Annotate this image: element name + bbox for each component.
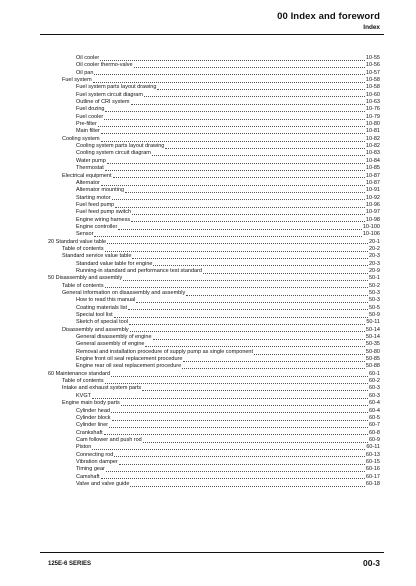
toc-entry-title: Table of contents xyxy=(62,245,104,252)
toc-entry-title: General information on disassembly and assembly xyxy=(62,290,186,296)
toc-entry-title: KVGT xyxy=(76,392,91,399)
toc-entry-title: Intake and exhaust system parts xyxy=(62,385,142,392)
dot-leader xyxy=(111,412,368,413)
toc-entry[interactable] xyxy=(48,253,380,260)
toc-entry[interactable] xyxy=(48,400,380,407)
toc-entry[interactable] xyxy=(48,70,380,77)
toc-entry[interactable] xyxy=(48,327,380,334)
toc-entry[interactable] xyxy=(48,378,380,385)
toc-entry-title: Thermostat xyxy=(76,165,104,172)
header-rule xyxy=(40,34,384,35)
dot-leader xyxy=(157,89,365,90)
dot-leader xyxy=(186,295,368,296)
toc-entry[interactable] xyxy=(48,415,380,422)
toc-entry-title: Cylinder block xyxy=(76,414,111,421)
toc-entry-page: 10-97 xyxy=(365,209,380,216)
toc-entry-page: 60-4 xyxy=(368,400,380,407)
toc-entry[interactable] xyxy=(48,231,380,238)
toc-entry-page: 10-60 xyxy=(365,91,380,98)
toc-entry[interactable] xyxy=(48,452,380,459)
toc-entry-page: 10-57 xyxy=(365,69,380,76)
toc-entry[interactable] xyxy=(48,349,380,356)
toc-entry[interactable] xyxy=(48,319,380,326)
toc-entry-title: Engine main body parts xyxy=(62,400,120,407)
toc-entry[interactable] xyxy=(48,180,380,187)
dot-leader xyxy=(183,361,365,362)
toc-entry-page: 10-83 xyxy=(365,150,380,157)
dot-leader xyxy=(115,207,365,208)
toc-entry[interactable] xyxy=(48,363,380,370)
toc-entry-page: 10-100 xyxy=(362,223,380,230)
toc-entry-page: 50-85 xyxy=(365,356,380,363)
toc-entry-title: Cylinder liner xyxy=(76,422,109,429)
toc-entry-title: Sensor xyxy=(76,231,94,238)
toc-entry-page: 60-1 xyxy=(368,370,380,377)
toc-entry-title: Fuel system circuit diagram xyxy=(76,91,143,98)
dot-leader xyxy=(119,464,365,465)
toc-entry-page: 20-2 xyxy=(368,245,380,252)
toc-entry-title: Pre-filter xyxy=(76,121,97,128)
dot-leader xyxy=(131,104,365,105)
toc-entry-page: 60-5 xyxy=(368,414,380,421)
dot-leader xyxy=(114,317,368,318)
toc-entry-page: 50-88 xyxy=(365,363,380,370)
dot-leader xyxy=(105,287,368,288)
toc-entry[interactable] xyxy=(48,481,380,488)
toc-entry-title: Special tool list xyxy=(76,312,113,319)
footer-page-number: 00-3 xyxy=(362,558,380,568)
toc-entry[interactable] xyxy=(48,99,380,106)
toc-entry[interactable] xyxy=(48,312,380,319)
toc-entry-page: 60-9 xyxy=(368,436,380,443)
toc-entry-title: Cooling system parts layout drawing xyxy=(76,143,165,150)
toc-entry[interactable] xyxy=(48,275,380,282)
toc-entry-page: 10-106 xyxy=(362,231,380,238)
toc-entry[interactable] xyxy=(48,437,380,444)
toc-entry-title: Crankshaft xyxy=(76,429,103,436)
toc-entry-title: Main filter xyxy=(76,128,100,135)
toc-entry-title: Timing gear xyxy=(76,466,105,473)
dot-leader xyxy=(182,368,365,369)
toc-entry-page: 60-16 xyxy=(365,466,380,473)
toc-entry[interactable] xyxy=(48,195,380,202)
dot-leader xyxy=(105,170,365,171)
toc-entry[interactable] xyxy=(48,422,380,429)
toc-entry-page: 10-55 xyxy=(365,55,380,61)
toc-entry-page: 10-87 xyxy=(365,179,380,186)
dot-leader xyxy=(112,420,368,421)
dot-leader xyxy=(98,126,365,127)
dot-leader xyxy=(92,449,365,450)
dot-leader xyxy=(112,199,365,200)
toc-entry[interactable] xyxy=(48,150,380,157)
toc-entry-title: Water pump xyxy=(76,157,106,164)
toc-entry-title: Standard value table for engine xyxy=(76,260,153,267)
toc-entry-page: 10-63 xyxy=(365,99,380,106)
toc-entry[interactable] xyxy=(48,459,380,466)
toc-entry[interactable] xyxy=(48,408,380,415)
header-subtitle: Index xyxy=(363,24,380,31)
toc-entry-page: 10-98 xyxy=(365,216,380,223)
dot-leader xyxy=(121,405,368,406)
toc-entry-page: 10-58 xyxy=(365,84,380,91)
toc-entry[interactable] xyxy=(48,209,380,216)
dot-leader xyxy=(94,74,364,75)
toc-entry-title: Fuel cooler xyxy=(76,113,104,120)
toc-entry[interactable] xyxy=(48,261,380,268)
toc-entry-page: 10-80 xyxy=(365,121,380,128)
dot-leader xyxy=(118,229,362,230)
dot-leader xyxy=(132,214,365,215)
toc-entry-page: 60-3 xyxy=(368,392,380,399)
dot-leader xyxy=(105,111,364,112)
toc-entry-title: Oil pan xyxy=(76,69,94,76)
toc-entry-title: Electrical equipment xyxy=(62,172,112,179)
toc-entry-page: 10-58 xyxy=(365,77,380,84)
toc-entry-page: 10-84 xyxy=(365,157,380,164)
toc-entry[interactable] xyxy=(48,430,380,437)
toc-entry[interactable] xyxy=(48,224,380,231)
table-of-contents xyxy=(48,55,380,488)
toc-entry[interactable] xyxy=(48,136,380,143)
dot-leader xyxy=(101,141,365,142)
dot-leader xyxy=(105,251,368,252)
toc-entry-title: Table of contents xyxy=(62,282,104,289)
toc-entry-page: 20-3 xyxy=(368,253,380,260)
dot-leader xyxy=(131,221,365,222)
toc-entry[interactable] xyxy=(48,246,380,253)
toc-entry-title: 20 Standard value table xyxy=(48,238,107,245)
toc-entry[interactable] xyxy=(48,114,380,121)
toc-entry[interactable] xyxy=(48,187,380,194)
toc-entry-title: Camshaft xyxy=(76,473,100,480)
toc-entry[interactable] xyxy=(48,356,380,363)
dot-leader xyxy=(130,486,365,487)
dot-leader xyxy=(105,383,368,384)
toc-entry[interactable] xyxy=(48,143,380,150)
toc-entry-title: 60 Maintenance standard xyxy=(48,370,111,377)
toc-entry[interactable] xyxy=(48,283,380,290)
toc-entry[interactable] xyxy=(48,305,380,312)
toc-entry-title: Oil cooler xyxy=(76,55,100,61)
toc-entry-page: 50-5 xyxy=(368,304,380,311)
toc-entry-page: 50-35 xyxy=(365,341,380,348)
dot-leader xyxy=(123,280,368,281)
toc-entry-page: 50-3 xyxy=(368,290,380,296)
toc-entry-page: 20-3 xyxy=(368,260,380,267)
toc-entry[interactable] xyxy=(48,474,380,481)
toc-entry[interactable] xyxy=(48,128,380,135)
footer-series: 125E-6 SERIES xyxy=(48,561,92,567)
toc-entry-title: Oil cooler thermo-valve xyxy=(76,62,133,69)
toc-entry-page: 10-91 xyxy=(365,187,380,194)
header-title: 00 Index and foreword xyxy=(277,11,380,22)
dot-leader xyxy=(125,192,365,193)
toc-entry-page: 60-13 xyxy=(365,451,380,458)
toc-entry[interactable] xyxy=(48,55,380,62)
dot-leader xyxy=(114,456,365,457)
toc-entry[interactable] xyxy=(48,84,380,91)
toc-entry-title: Fuel system xyxy=(62,77,92,84)
toc-entry-page: 10-92 xyxy=(365,194,380,201)
toc-entry-title: Engine rear oil seal replacement procedure xyxy=(76,363,182,370)
dot-leader xyxy=(165,148,365,149)
dot-leader xyxy=(142,390,368,391)
toc-entry-title: Fuel dozing xyxy=(76,106,105,113)
footer-rule xyxy=(40,552,384,553)
dot-leader xyxy=(254,354,365,355)
toc-entry-page: 10-82 xyxy=(365,135,380,142)
toc-entry-title: Fuel system parts layout drawing xyxy=(76,84,157,91)
dot-leader xyxy=(106,471,365,472)
dot-leader xyxy=(107,243,368,244)
toc-entry[interactable] xyxy=(48,341,380,348)
toc-entry[interactable] xyxy=(48,297,380,304)
dot-leader xyxy=(203,273,368,274)
dot-leader xyxy=(101,133,365,134)
toc-entry-title: Engine controller xyxy=(76,223,118,230)
toc-entry-page: 10-85 xyxy=(365,165,380,172)
toc-entry-title: Vibration damper xyxy=(76,458,118,465)
toc-entry-title: Cam follower and push rod xyxy=(76,436,142,443)
toc-entry-title: Cooling system xyxy=(62,135,100,142)
dot-leader xyxy=(92,398,368,399)
toc-entry[interactable] xyxy=(48,165,380,172)
toc-entry[interactable] xyxy=(48,173,380,180)
toc-entry-page: 60-8 xyxy=(368,429,380,436)
toc-entry-title: Outline of CRI system xyxy=(76,99,130,106)
dot-leader xyxy=(100,60,365,61)
toc-entry-page: 10-56 xyxy=(365,62,380,69)
toc-entry-title: Cooling system circuit diagram xyxy=(76,150,151,157)
toc-entry[interactable] xyxy=(48,385,380,392)
dot-leader xyxy=(143,442,368,443)
toc-entry-title: Sketch of special tool xyxy=(76,319,128,326)
toc-entry[interactable] xyxy=(48,92,380,99)
toc-entry-title: Fuel feed pump switch xyxy=(76,209,132,216)
dot-leader xyxy=(101,185,365,186)
toc-entry-title: Valve and valve guide xyxy=(76,480,130,487)
toc-entry[interactable] xyxy=(48,466,380,473)
dot-leader xyxy=(101,478,365,479)
dot-leader xyxy=(113,177,365,178)
toc-entry-page: 60-18 xyxy=(365,480,380,487)
dot-leader xyxy=(136,302,368,303)
toc-entry-title: Engine front oil seal replacement procedure xyxy=(76,356,183,363)
toc-entry-page: 60-3 xyxy=(368,385,380,392)
toc-entry[interactable] xyxy=(48,393,380,400)
dot-leader xyxy=(134,67,365,68)
toc-entry-title: 50 Disassembly and assembly xyxy=(48,275,123,282)
dot-leader xyxy=(153,265,368,266)
toc-entry-title: How to read this manual xyxy=(76,297,136,304)
toc-entry-page: 50-14 xyxy=(365,326,380,333)
toc-entry-title: Fuel feed pump xyxy=(76,201,115,208)
toc-entry-title: General assembly of engine xyxy=(76,341,145,348)
toc-entry-page: 10-76 xyxy=(365,106,380,113)
toc-entry-page: 50-14 xyxy=(365,334,380,341)
toc-entry-page: 50-9 xyxy=(368,312,380,319)
dot-leader xyxy=(128,309,368,310)
toc-entry[interactable] xyxy=(48,371,380,378)
toc-entry-page: 10-87 xyxy=(365,172,380,179)
dot-leader xyxy=(93,82,365,83)
toc-entry-page: 60-7 xyxy=(368,422,380,429)
toc-entry-page: 60-11 xyxy=(366,444,380,451)
toc-entry-page: 20-1 xyxy=(368,238,380,245)
toc-entry-title: General disassembly of engine xyxy=(76,334,152,341)
toc-entry-title: Coating materials list xyxy=(76,304,128,311)
toc-entry-title: Table of contents xyxy=(62,378,104,385)
toc-entry-page: 20-9 xyxy=(368,267,380,274)
dot-leader xyxy=(130,331,365,332)
toc-entry-title: Connecting rod xyxy=(76,451,114,458)
dot-leader xyxy=(94,236,361,237)
toc-entry-title: Alternator mounting xyxy=(76,187,124,194)
toc-entry-title: Piston xyxy=(76,444,92,451)
toc-entry-title: Cylinder head xyxy=(76,407,110,414)
toc-entry[interactable] xyxy=(48,77,380,84)
toc-entry[interactable] xyxy=(48,334,380,341)
toc-entry-page: 50-80 xyxy=(365,348,380,355)
toc-entry-page: 60-17 xyxy=(365,473,380,480)
toc-entry[interactable] xyxy=(48,158,380,165)
toc-entry-page: 60-15 xyxy=(365,458,380,465)
toc-entry-title: Standard service value table xyxy=(62,253,132,260)
toc-entry[interactable] xyxy=(48,217,380,224)
toc-entry-title: Starting motor xyxy=(76,194,111,201)
toc-entry[interactable] xyxy=(48,62,380,69)
toc-entry-title: Running-in standard and performance test standard xyxy=(76,267,202,274)
dot-leader xyxy=(145,346,364,347)
toc-entry-page: 10-81 xyxy=(365,128,380,135)
toc-entry[interactable] xyxy=(48,121,380,128)
dot-leader xyxy=(152,155,365,156)
toc-entry-page: 10-82 xyxy=(365,143,380,150)
toc-entry-page: 50-1 xyxy=(368,275,380,282)
toc-entry[interactable] xyxy=(48,106,380,113)
dot-leader xyxy=(144,96,365,97)
dot-leader xyxy=(107,163,365,164)
dot-leader xyxy=(104,434,368,435)
toc-entry-page: 50-2 xyxy=(368,282,380,289)
dot-leader xyxy=(129,324,365,325)
toc-entry-page: 10-96 xyxy=(365,201,380,208)
toc-entry[interactable] xyxy=(48,290,380,297)
toc-entry[interactable] xyxy=(48,202,380,209)
toc-entry[interactable] xyxy=(48,444,380,451)
toc-entry-page: 60-4 xyxy=(368,407,380,414)
dot-leader xyxy=(104,119,365,120)
toc-entry-title: Engine wiring harness xyxy=(76,216,131,223)
toc-entry-page: 50-11 xyxy=(366,319,380,326)
dot-leader xyxy=(109,427,368,428)
toc-entry-page: 60-2 xyxy=(368,378,380,385)
toc-entry[interactable] xyxy=(48,268,380,275)
dot-leader xyxy=(132,258,368,259)
toc-entry-title: Alternator xyxy=(76,179,100,186)
toc-entry-title: Disassembly and assembly xyxy=(62,326,129,333)
dot-leader xyxy=(153,339,365,340)
toc-entry-page: 50-3 xyxy=(368,297,380,304)
toc-entry-page: 10-79 xyxy=(365,113,380,120)
toc-entry-title: Removal and installation procedure of supply pump as single component xyxy=(76,348,254,355)
dot-leader xyxy=(111,376,368,377)
toc-entry[interactable] xyxy=(48,239,380,246)
